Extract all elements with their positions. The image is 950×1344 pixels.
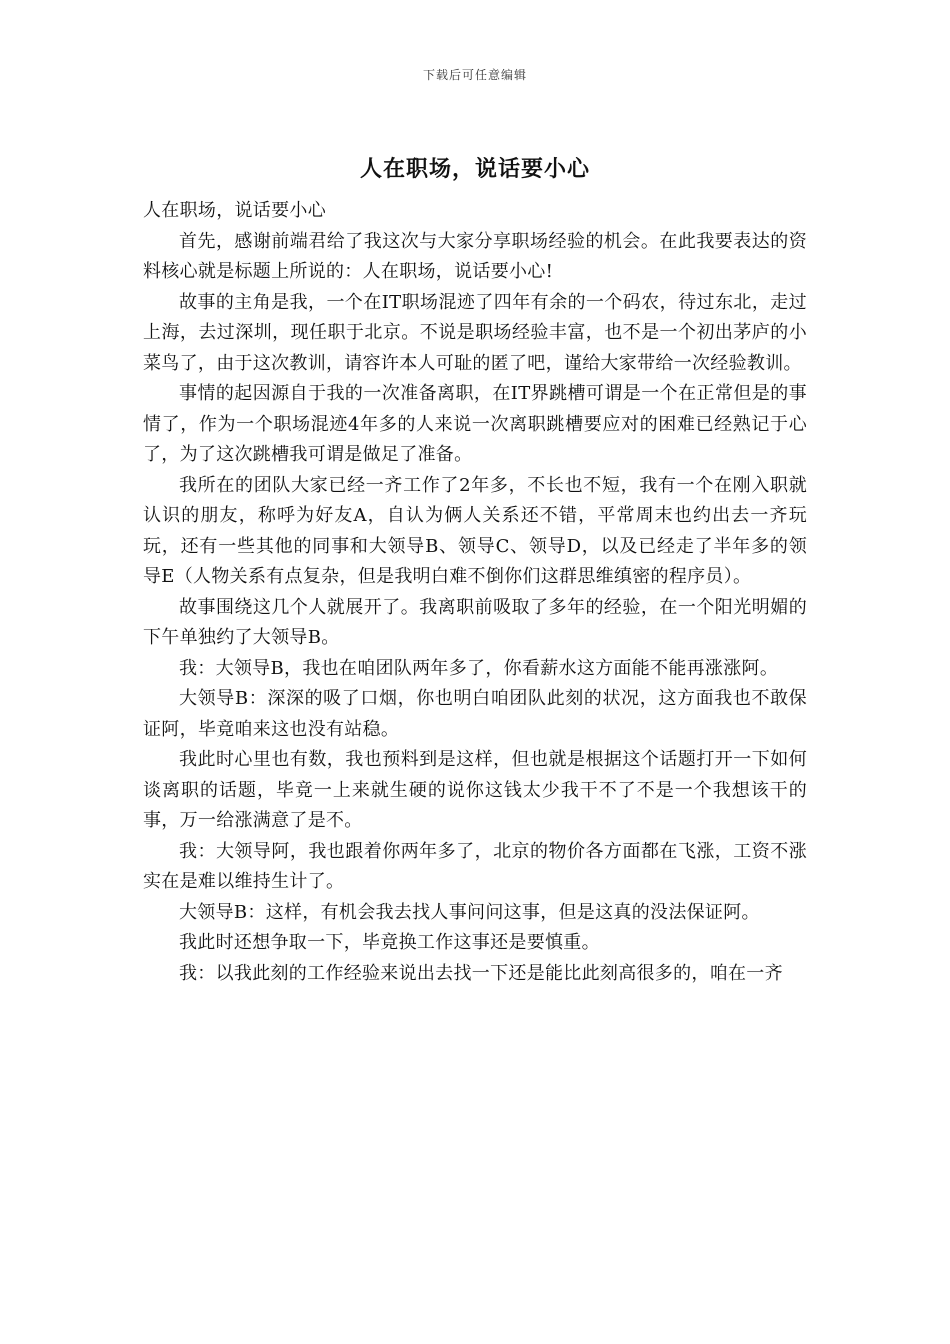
header-note: 下载后可任意编辑 [422, 68, 527, 82]
paragraph: 我此时还想争取一下，毕竟换工作这事还是要慎重。 [179, 932, 600, 953]
document-body [143, 196, 807, 989]
paragraph: 首先，感谢前端君给了我这次与大家分享职场经验的机会。在此我要表达的资料核心就是标题上所说的：人在职场，说话要小心! [143, 230, 807, 282]
paragraph: 我此时心里也有数，我也预料到是这样，但也就是根据这个话题打开一下如何谈离职的话题，毕竟一上来就生硬的说你这钱太少我干不了不是一个我想该干的事，万一给涨满意了是不。 [143, 749, 807, 831]
paragraph: 故事围绕这几个人就展开了。我离职前吸取了多年的经验，在一个阳光明媚的下午单独约了大领导B。 [143, 596, 807, 648]
paragraph: 我：大领导B，我也在咱团队两年多了，你看薪水这方面能不能再涨涨阿。 [179, 657, 779, 679]
paragraph: 大领导B：这样，有机会我去找人事问问这事，但是这真的没法保证阿。 [179, 901, 760, 923]
paragraph: 大领导B：深深的吸了口烟，你也明白咱团队此刻的状况，这方面我也不敢保证阿，毕竟咱来这也没有站稳。 [143, 688, 807, 740]
paragraph: 事情的起因源自于我的一次准备离职，在IT界跳槽可谓是一个在正常但是的事情了，作为一个职场混迹4年多的人来说一次离职跳槽要应对的困难已经熟记于心了，为了这次跳槽我可谓是做足了准备。 [143, 383, 807, 465]
paragraph: 我：大领导阿，我也跟着你两年多了，北京的物价各方面都在飞涨，工资不涨实在是难以维持生计了。 [143, 840, 807, 892]
document-title: 人在职场，说话要小心 [359, 156, 590, 182]
paragraph: 我：以我此刻的工作经验来说出去找一下还是能比此刻高很多的，咱在一齐 [179, 962, 783, 984]
paragraph: 我所在的团队大家已经一齐工作了2年多，不长也不短，我有一个在刚入职就认识的朋友，称呼为好友A，自认为俩人关系还不错，平常周末也约出去一齐玩玩，还有一些其他的同事和大领导B、领导C、领导D，以及已经走了半年多的领导E（人物关系有点复杂，但是我明白难不倒你们这群思维缜密的程序员）。 [143, 474, 807, 587]
paragraph: 人在职场，说话要小心 [143, 200, 326, 221]
paragraph: 故事的主角是我，一个在IT职场混迹了四年有余的一个码农，待过东北，走过上海，去过深圳，现任职于北京。不说是职场经验丰富，也不是一个初出茅庐的小菜鸟了，由于这次教训，请容许本人可耻的匿了吧，谨给大家带给一次经验教训。 [143, 291, 807, 374]
